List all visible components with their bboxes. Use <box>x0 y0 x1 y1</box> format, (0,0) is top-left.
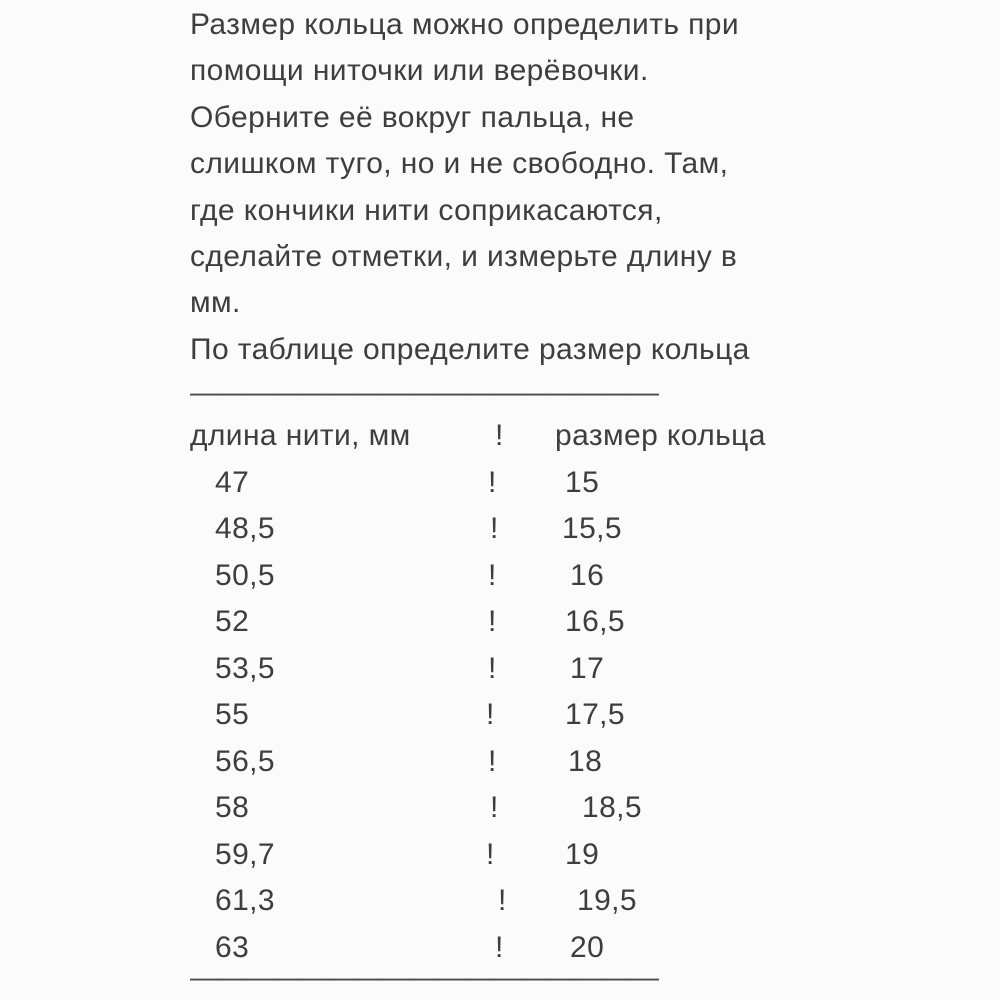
length-value: 59,7 <box>215 837 275 871</box>
size-value: 19 <box>565 837 600 871</box>
intro-line: Оберните её вокруг пальца, не <box>190 100 635 134</box>
intro-line: сделайте отметки, и измерьте длину в <box>190 240 738 274</box>
table-row <box>190 925 1000 972</box>
table-row <box>190 553 1000 600</box>
length-value: 58 <box>215 791 250 825</box>
size-value: 16,5 <box>565 605 625 639</box>
column-separator-mark: ! <box>490 512 499 546</box>
size-value: 17 <box>570 651 605 685</box>
length-value: 53,5 <box>215 651 275 685</box>
length-column-header: длина нити, мм <box>190 419 411 453</box>
size-value: 15,5 <box>562 512 622 546</box>
column-separator-mark: ! <box>488 558 497 592</box>
intro-line: Размер кольца можно определить при <box>190 8 739 41</box>
length-value: 48,5 <box>215 512 275 546</box>
table-row <box>190 506 1000 553</box>
column-separator-mark: ! <box>498 884 507 918</box>
column-separator-mark: ! <box>488 744 497 778</box>
table-row <box>190 878 1000 925</box>
table-top-divider: ————————————————— <box>190 377 658 410</box>
table-row <box>190 832 1000 879</box>
ring-size-table <box>190 413 1000 971</box>
size-value: 17,5 <box>565 698 625 732</box>
length-value: 47 <box>215 465 250 499</box>
table-row <box>190 692 1000 739</box>
table-row <box>190 785 1000 832</box>
size-value: 20 <box>570 930 605 964</box>
intro-paragraph <box>190 2 1000 373</box>
table-bottom-divider: ————————————————— <box>190 965 658 995</box>
size-value: 19,5 <box>577 884 637 918</box>
table-row <box>190 646 1000 693</box>
intro-line: где кончики нити соприкасаются, <box>190 193 663 227</box>
length-value: 56,5 <box>215 744 275 778</box>
intro-line: По таблице определите размер кольца <box>190 332 750 366</box>
length-value: 55 <box>215 698 250 732</box>
table-header-row <box>190 413 1000 460</box>
column-separator-mark: ! <box>486 837 495 871</box>
length-value: 61,3 <box>215 884 275 918</box>
table-row <box>190 460 1000 507</box>
length-value: 52 <box>215 605 250 639</box>
column-separator-mark: ! <box>488 605 497 639</box>
length-value: 50,5 <box>215 558 275 592</box>
size-value: 18,5 <box>582 791 642 825</box>
column-separator-mark: ! <box>495 419 504 453</box>
column-separator-mark: ! <box>488 651 497 685</box>
intro-line: слишком туго, но и не свободно. Там, <box>190 147 729 181</box>
intro-line: помощи ниточки или верёвочки. <box>190 54 649 88</box>
size-column-header: размер кольца <box>555 419 766 453</box>
size-value: 16 <box>570 558 605 592</box>
table-row <box>190 739 1000 786</box>
column-separator-mark: ! <box>488 465 497 499</box>
column-separator-mark: ! <box>490 791 499 825</box>
column-separator-mark: ! <box>486 698 495 732</box>
intro-line: мм. <box>190 286 241 320</box>
size-value: 18 <box>568 744 603 778</box>
length-value: 63 <box>215 930 250 964</box>
size-value: 15 <box>565 465 600 499</box>
table-row <box>190 599 1000 646</box>
column-separator-mark: ! <box>495 930 504 964</box>
